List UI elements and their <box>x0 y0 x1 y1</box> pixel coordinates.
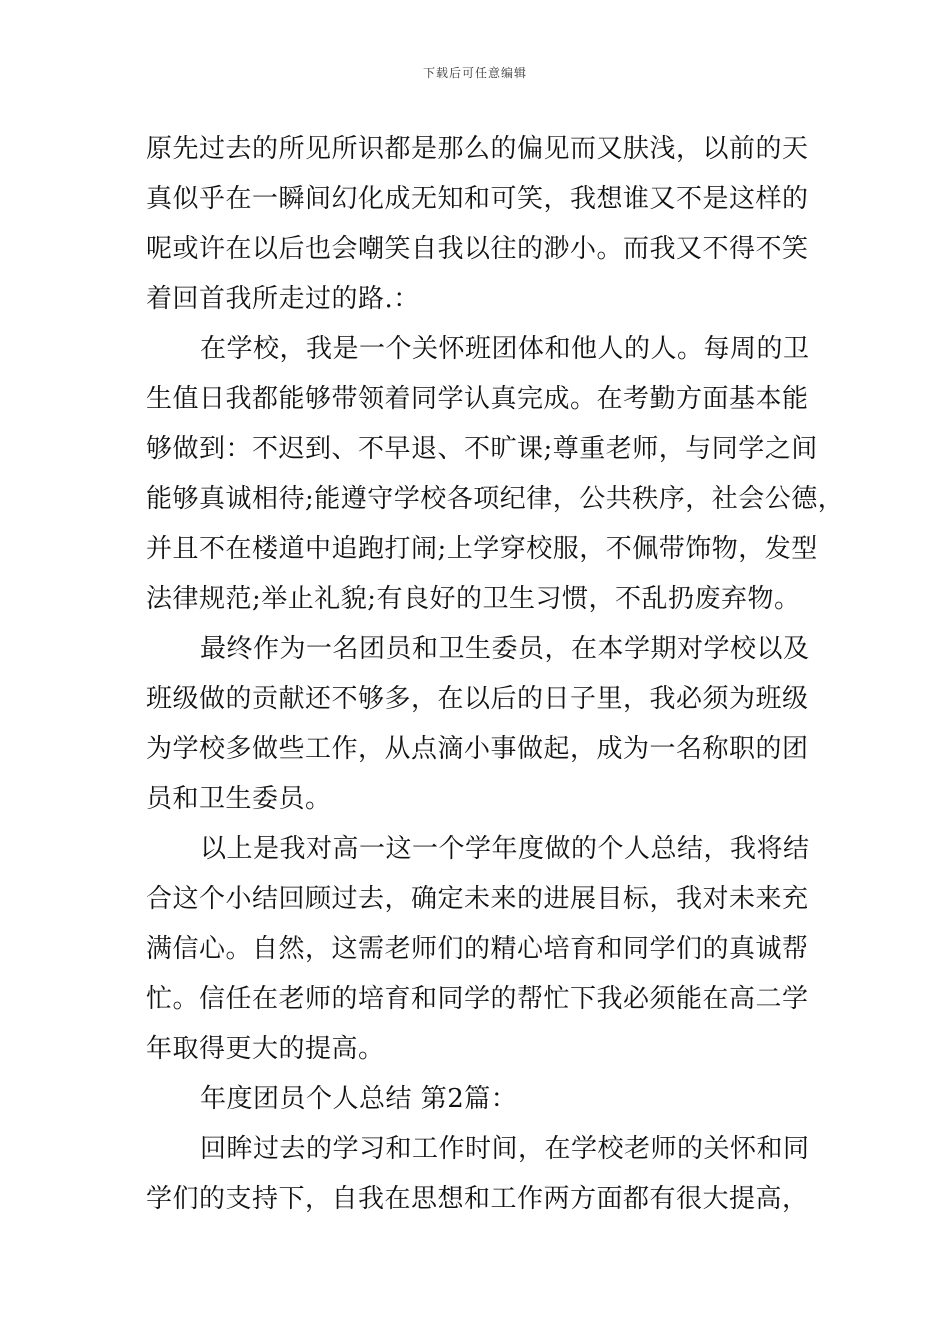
text-line: 生值日我都能够带领着同学认真完成。在考勤方面基本能 <box>146 384 809 414</box>
text-line: 回眸过去的学习和工作时间，在学校老师的关怀和同 <box>200 1134 810 1164</box>
text-line: 在学校，我是一个关怀班团体和他人的人。每周的卫 <box>200 334 810 364</box>
text-line: 年取得更大的提高。 <box>146 1034 385 1064</box>
text-line: 以上是我对高一这一个学年度做的个人总结，我将结 <box>200 834 810 864</box>
text-line: 班级做的贡献还不够多，在以后的日子里，我必须为班级 <box>146 684 809 714</box>
text-line: 能够真诚相待;能遵守学校各项纪律，公共秩序，社会公德， <box>146 484 845 514</box>
text-line: 着回首我所走过的路.： <box>146 284 420 314</box>
text-line: 原先过去的所见所识都是那么的偏见而又肤浅，以前的天 <box>146 134 809 164</box>
text-line: 满信心。自然，这需老师们的精心培育和同学们的真诚帮 <box>146 934 809 964</box>
text-line: 呢或许在以后也会嘲笑自我以往的渺小。而我又不得不笑 <box>146 234 809 264</box>
page-header: 下载后可任意编辑 <box>422 66 527 80</box>
text-line: 员和卫生委员。 <box>146 784 332 814</box>
document-body <box>146 124 845 1224</box>
text-line: 为学校多做些工作，从点滴小事做起，成为一名称职的团 <box>146 734 809 764</box>
text-line: 法律规范;举止礼貌;有良好的卫生习惯，不乱扔废弃物。 <box>146 584 801 614</box>
text-line: 学们的支持下，自我在思想和工作两方面都有很大提高， <box>146 1184 809 1214</box>
text-line: 并且不在楼道中追跑打闹;上学穿校服，不佩带饰物，发型 <box>146 534 818 564</box>
text-line: 真似乎在一瞬间幻化成无知和可笑，我想谁又不是这样的 <box>146 184 809 214</box>
section-heading: 年度团员个人总结 第2篇： <box>200 1084 518 1114</box>
text-line: 够做到：不迟到、不早退、不旷课;尊重老师，与同学之间 <box>146 434 818 464</box>
text-line: 忙。信任在老师的培育和同学的帮忙下我必须能在高二学 <box>146 984 809 1014</box>
text-line: 最终作为一名团员和卫生委员，在本学期对学校以及 <box>200 634 810 664</box>
text-line: 合这个小结回顾过去，确定未来的进展目标，我对未来充 <box>146 884 809 914</box>
